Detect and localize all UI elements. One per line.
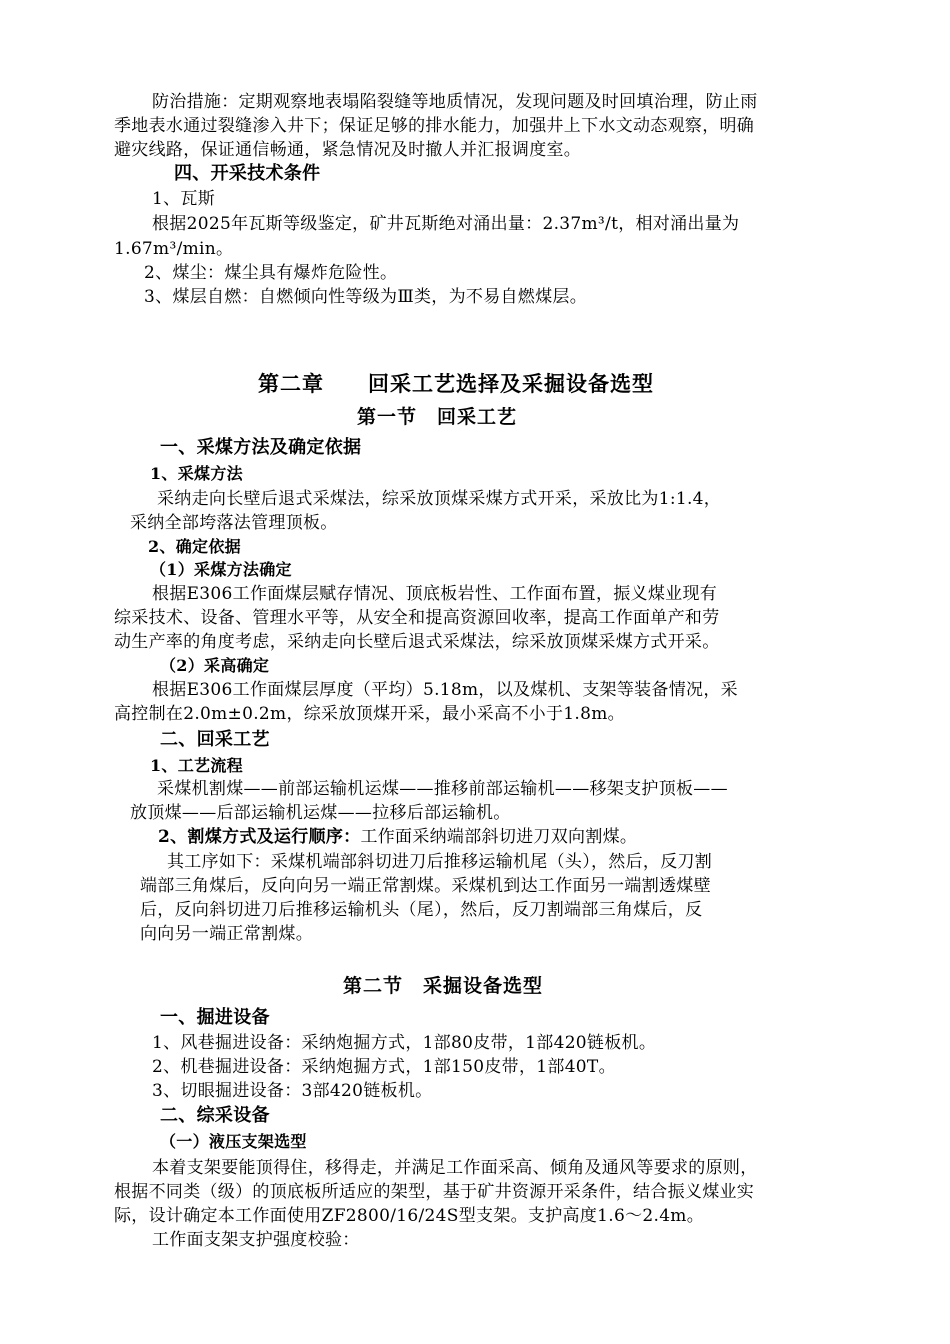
paragraph-line: 采纳全部垮落法管理顶板。 [130,513,338,533]
section-heading: 四、开采技术条件 [174,163,321,184]
paragraph-line: 3、煤层自燃：自燃倾向性等级为Ⅲ类，为不易自燃煤层。 [144,287,588,307]
paragraph-line: 根据E306工作面煤层赋存情况、顶底板岩性、工作面布置，振义煤业现有 [152,584,718,604]
section-title: 第二节 采掘设备选型 [343,975,544,997]
paragraph-line: 向向另一端正常割煤。 [140,924,313,944]
paragraph-text: 工作面采纳端部斜切进刀双向割煤。 [360,827,638,847]
paragraph-line: 根据E306工作面煤层厚度（平均）5.18m，以及煤机、支架等装备情况，采 [152,680,738,700]
chapter-title: 第二章 回采工艺选择及采掘设备选型 [258,371,654,396]
section-heading: 一、采煤方法及确定依据 [160,437,362,458]
paragraph-line: 1、瓦斯 [152,189,216,209]
paragraph-line: 工作面支架支护强度校验： [152,1230,360,1250]
subsection-heading: （2）采高确定 [160,656,270,675]
paragraph-line: 端部三角煤后，反向向另一端正常割煤。采煤机到达工作面另一端割透煤壁 [140,876,711,896]
paragraph-line: 高控制在2.0m±0.2m，综采放顶煤开采，最小采高不小于1.8m。 [114,704,625,724]
section-heading: 二、综采设备 [160,1105,270,1126]
subsection-heading: 1、工艺流程 [150,756,243,775]
subsection-heading: （一）液压支架选型 [160,1132,307,1151]
paragraph-line: 1.67m³/min。 [114,239,234,259]
subsection-heading: 1、采煤方法 [150,464,243,483]
paragraph-line: 采煤机割煤——前部运输机运煤——推移前部运输机——移架支护顶板—— [157,779,728,799]
paragraph-line: 后，反向斜切进刀后推移运输机头（尾），然后，反刀割端部三角煤后，反 [140,900,703,920]
paragraph-line: 际，设计确定本工作面使用ZF2800/16/24S型支架。支护高度1.6～2.4m。 [114,1206,705,1226]
paragraph-line: 综采技术、设备、管理水平等，从安全和提高资源回收率，提高工作面单产和劳 [114,608,720,628]
paragraph-line: 动生产率的角度考虑，采纳走向长壁后退式采煤法，综采放顶煤采煤方式开采。 [114,632,720,652]
paragraph-line: 2、煤尘：煤尘具有爆炸危险性。 [144,263,398,283]
paragraph-line: 避灾线路，保证通信畅通，紧急情况及时撤人并汇报调度室。 [114,140,582,160]
paragraph-line: 根据不同类（级）的顶底板所适应的架型，基于矿井资源开采条件，结合振义煤业实 [114,1182,755,1202]
paragraph-line: 3、切眼掘进设备：3部420链板机。 [152,1081,433,1101]
subsection-heading: 2、确定依据 [148,537,241,556]
paragraph-line: 2、机巷掘进设备：采纳炮掘方式，1部150皮带，1部40T。 [152,1057,616,1077]
paragraph-line: 根据2025年瓦斯等级鉴定，矿井瓦斯绝对涌出量：2.37m³/t，相对涌出量为 [152,214,740,234]
paragraph-line [158,825,637,849]
section-heading: 一、掘进设备 [160,1007,270,1028]
paragraph-line: 防治措施：定期观察地表塌陷裂缝等地质情况，发现问题及时回填治理，防止雨 [152,92,758,112]
section-title: 第一节 回采工艺 [357,406,518,428]
subsection-heading: （1）采煤方法确定 [150,560,292,579]
paragraph-lead: 2、割煤方式及运行顺序： [158,827,361,847]
paragraph-line: 1、风巷掘进设备：采纳炮掘方式，1部80皮带，1部420链板机。 [152,1033,657,1053]
section-heading: 二、回采工艺 [160,729,270,750]
paragraph-line: 放顶煤——后部运输机运煤——拉移后部运输机。 [130,803,511,823]
paragraph-line: 本着支架要能顶得住，移得走，并满足工作面采高、倾角及通风等要求的原则， [152,1158,758,1178]
paragraph-line: 其工序如下：采煤机端部斜切进刀后推移运输机尾（头），然后，反刀割 [167,852,713,872]
paragraph-line: 采纳走向长壁后退式采煤法，综采放顶煤采煤方式开采，采放比为1:1.4， [157,489,722,509]
paragraph-line: 季地表水通过裂缝渗入井下；保证足够的排水能力，加强井上下水文动态观察，明确 [114,116,755,136]
